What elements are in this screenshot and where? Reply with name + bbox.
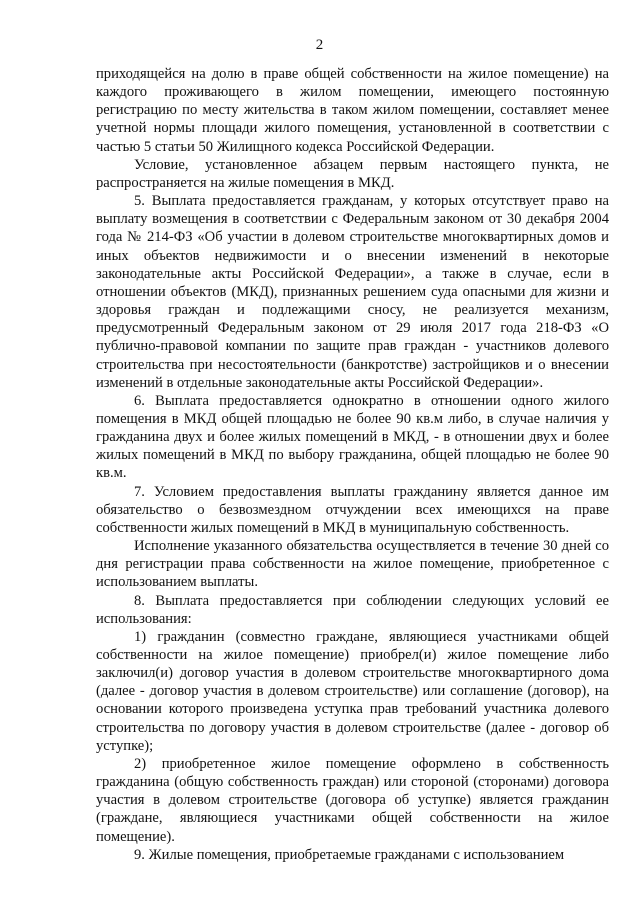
paragraph-item-6: 6. Выплата предоставляется однократно в отношении одного жилого помещения в МКД общей площадью не более 90 кв.м либо, в случае наличия у гражданина двух и более жилых помещений в МКД, - в отношении двух и более жилых помещений в МКД по выбору гражданина, общей площадью не более 90 кв.м. bbox=[96, 392, 609, 482]
paragraph-subitem-2: 2) приобретенное жилое помещение оформлено в собственность гражданина (общую собственность граждан) или стороной (сторонами) договора участия в долевом строительстве (договора об уступке) является гражданин (граждане, являющиеся участниками общей собственности на жилое помещение). bbox=[96, 755, 609, 845]
paragraph-continuation: приходящейся на долю в праве общей собственности на жилое помещение) на каждого проживающего в жилом помещении, имеющего постоянную регистрацию по месту жительства в таком жилом помещении, составляет менее учетной нормы площади жилого помещения, установленной в соответствии с частью 5 статьи 50 Жилищного кодекса Российской Федерации. bbox=[96, 66, 609, 155]
paragraph-condition-exception: Условие, установленное абзацем первым настоящего пункта, не распространяется на жилые помещения в МКД. bbox=[96, 156, 609, 191]
page-number: 2 bbox=[315, 37, 324, 53]
paragraph-obligation-execution: Исполнение указанного обязательства осуществляется в течение 30 дней со дня регистрации права собственности на жилое помещение, приобретенное с использованием выплаты. bbox=[96, 538, 609, 591]
body-text bbox=[96, 65, 609, 864]
paragraph-item-7: 7. Условием предоставления выплаты гражданину является данное им обязательство о безвозмездном отчуждении всех имеющихся на праве собственности жилых помещений в МКД в муниципальную собственность. bbox=[96, 483, 609, 536]
paragraph-subitem-1: 1) гражданин (совместно граждане, являющиеся участниками общей собственности на жилое помещение) приобрел(и) жилое помещение либо заключил(и) договор участия в долевом строительстве многоквартирного дома (далее - договор участия в долевом строительстве) или соглашение (договор), на основании которого произведена уступка прав требований участника долевого строительства по договору участия в долевом строительстве (далее - договор об уступке); bbox=[96, 628, 609, 754]
paragraph-item-9: 9. Жилые помещения, приобретаемые гражданами с использованием bbox=[134, 846, 565, 863]
paragraph-item-8: 8. Выплата предоставляется при соблюдении следующих условий ее использования: bbox=[96, 592, 609, 627]
paragraph-item-5: 5. Выплата предоставляется гражданам, у которых отсутствует право на выплату возмещения в соответствии с Федеральным законом от 30 декабря 2004 года № 214-ФЗ «Об участии в долевом строительстве многоквартирных домов и иных объектов недвижимости и о внесении изменений в некоторые законодательные акты Российской Федерации», а также в случае, если в отношении объектов (МКД), признанных решением суда опасными для жизни и здоровья граждан и подлежащими сносу, не реализуется механизм, предусмотренный Федеральным законом от 29 июля 2017 года 218-ФЗ «О публично-правовой компании по защите прав граждан - участников долевого строительства при несостоятельности (банкротстве) застройщиков и о внесении изменений в отдельные законодательные акты Российской Федерации». bbox=[96, 193, 609, 391]
